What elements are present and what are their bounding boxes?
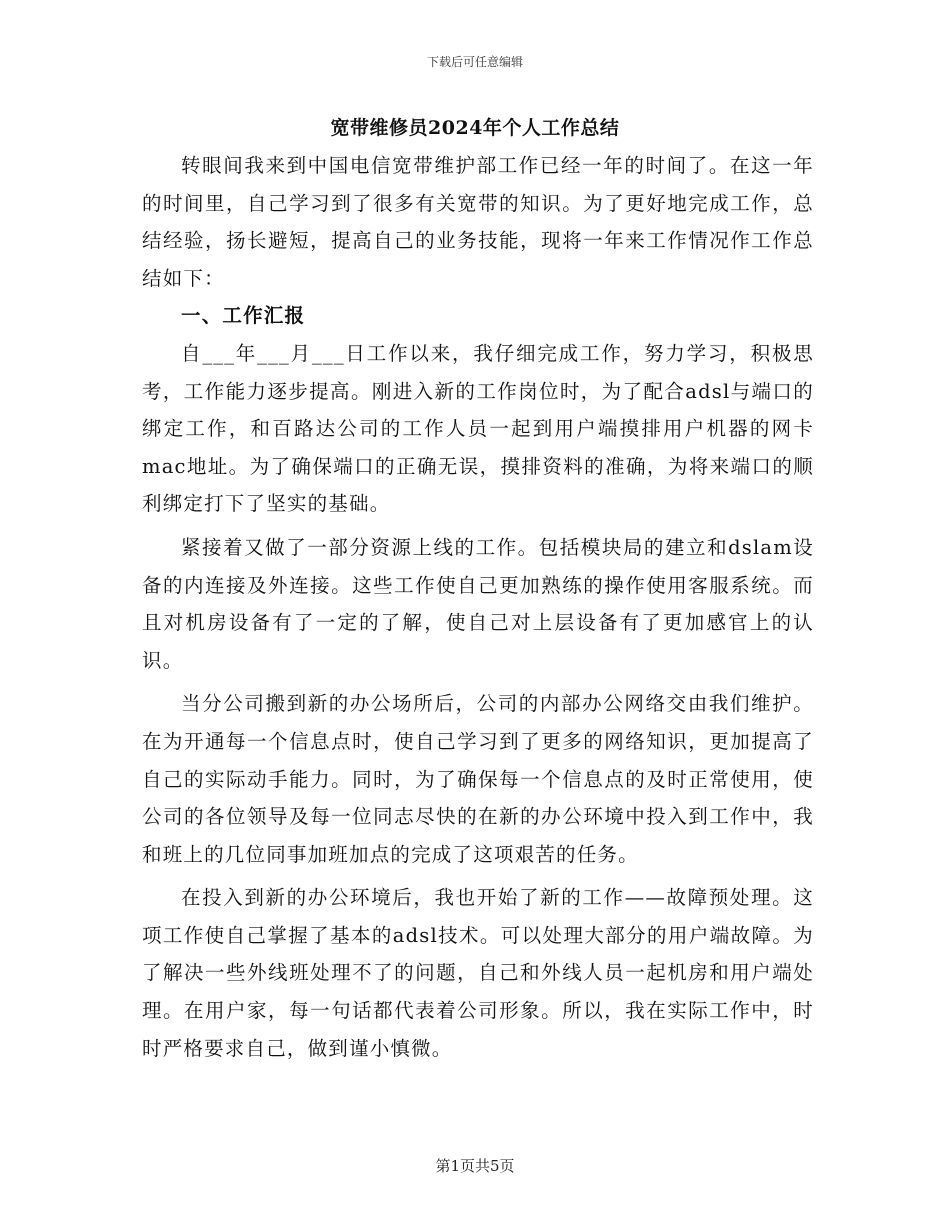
document-body: [142, 147, 814, 1067]
body-paragraph: 紧接着又做了一部分资源上线的工作。包括模块局的建立和dslam设备的内连接及外连接。这些工作使自己更加熟练的操作使用客服系统。而且对机房设备有了一定的了解，使自己对上层设备有了更加感官上的认识。: [142, 535, 814, 672]
section-heading: 一、工作汇报: [181, 304, 306, 328]
page-header-note: 下载后可任意编辑: [426, 55, 523, 69]
page-number-indicator: 第1页共5页: [435, 1157, 515, 1175]
intro-paragraph: 转眼间我来到中国电信宽带维护部工作已经一年的时间了。在这一年的时间里，自己学习到了很多有关宽带的知识。为了更好地完成工作，总结经验，扬长避短，提高自己的业务技能，现将一年来工作情况作工作总结如下：: [142, 154, 814, 290]
body-paragraph: 当分公司搬到新的办公场所后，公司的内部办公网络交由我们维护。在为开通每一个信息点时，使自己学习到了更多的网络知识，更加提高了自己的实际动手能力。同时，为了确保每一个信息点的及时正常使用，使公司的各位领导及每一位同志尽快的在新的办公环境中投入到工作中，我和班上的几位同事加班加点的完成了这项艰苦的任务。: [142, 692, 814, 866]
body-paragraph: 在投入到新的办公环境后，我也开始了新的工作——故障预处理。这项工作使自己掌握了基本的adsl技术。可以处理大部分的用户端故障。为了解决一些外线班处理不了的问题，自己和外线人员一起机房和用户端处理。在用户家，每一句话都代表着公司形象。所以，我在实际工作中，时时严格要求自己，做到谨小慎微。: [142, 886, 814, 1060]
body-paragraph: 自___年___月___日工作以来，我仔细完成工作，努力学习，积极思考，工作能力逐步提高。刚进入新的工作岗位时，为了配合adsl与端口的绑定工作，和百路达公司的工作人员一起到用户端摸排用户机器的网卡mac地址。为了确保端口的正确无误，摸排资料的准确，为将来端口的顺利绑定打下了坚实的基础。: [142, 341, 814, 516]
document-title: 宽带维修员2024年个人工作总结: [330, 117, 620, 139]
